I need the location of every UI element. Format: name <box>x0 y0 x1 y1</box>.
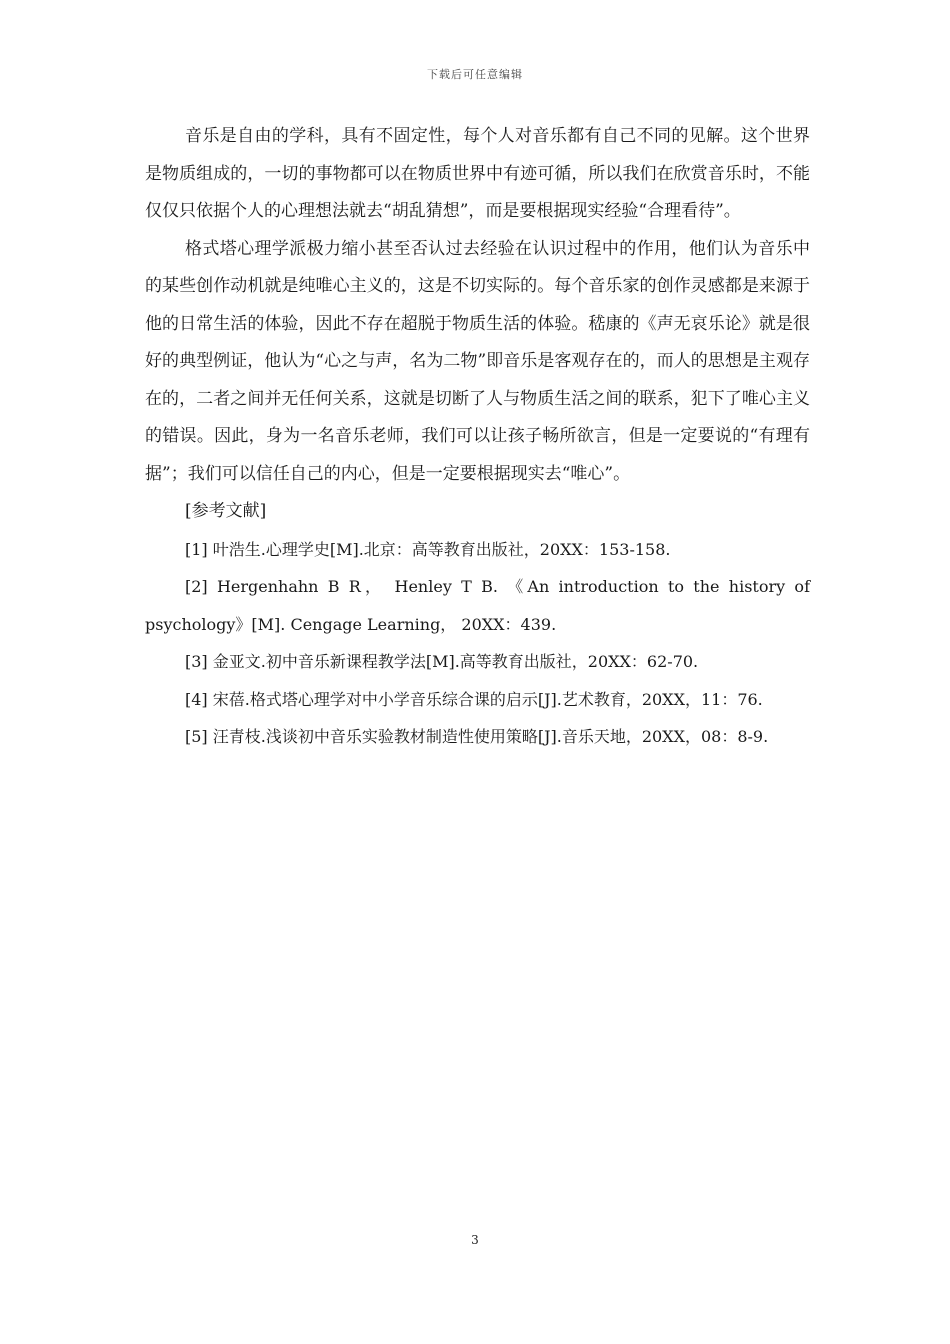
page-number: 3 <box>471 1233 479 1247</box>
page-header: 下载后可任意编辑 <box>427 68 523 81</box>
document-body <box>145 118 810 756</box>
reference-item: [5] 汪青枝.浅谈初中音乐实验教材制造性使用策略[J].音乐天地，20XX，08：8-9. <box>185 727 769 746</box>
references-heading: [参考文献] <box>185 501 267 521</box>
paragraph: 格式塔心理学派极力缩小甚至否认过去经验在认识过程中的作用，他们认为音乐中的某些创作动机就是纯唯心主义的，这是不切实际的。每个音乐家的创作灵感都是来源于他的日常生活的体验，因此不存在超脱于物质生活的体验。嵇康的《声无哀乐论》就是很好的典型例证，他认为“心之与声，名为二物”即音乐是客观存在的，而人的思想是主观存在的，二者之间并无任何关系，这就是切断了人与物质生活之间的联系，犯下了唯心主义的错误。因此，身为一名音乐老师，我们可以让孩子畅所欲言，但是一定要说的“有理有据”；我们可以信任自己的内心，但是一定要根据现实去“唯心”。 <box>145 238 810 484</box>
reference-item: [2] Hergenhahn B R， Henley T B. 《An introduction to the history of psychology》[M]. Cengage Learning， 20XX：439. <box>145 577 810 634</box>
reference-item: [1] 叶浩生.心理学史[M].北京：高等教育出版社，20XX：153-158. <box>185 539 671 559</box>
reference-item: [4] 宋蓓.格式塔心理学对中小学音乐综合课的启示[J].艺术教育，20XX，11：76. <box>185 689 763 709</box>
reference-item: [3] 金亚文.初中音乐新课程教学法[M].高等教育出版社，20XX：62-70. <box>185 652 699 671</box>
paragraph: 音乐是自由的学科，具有不固定性，每个人对音乐都有自己不同的见解。这个世界是物质组成的，一切的事物都可以在物质世界中有迹可循，所以我们在欣赏音乐时，不能仅仅只依据个人的心理想法就去“胡乱猜想”，而是要根据现实经验“合理看待”。 <box>145 126 810 221</box>
